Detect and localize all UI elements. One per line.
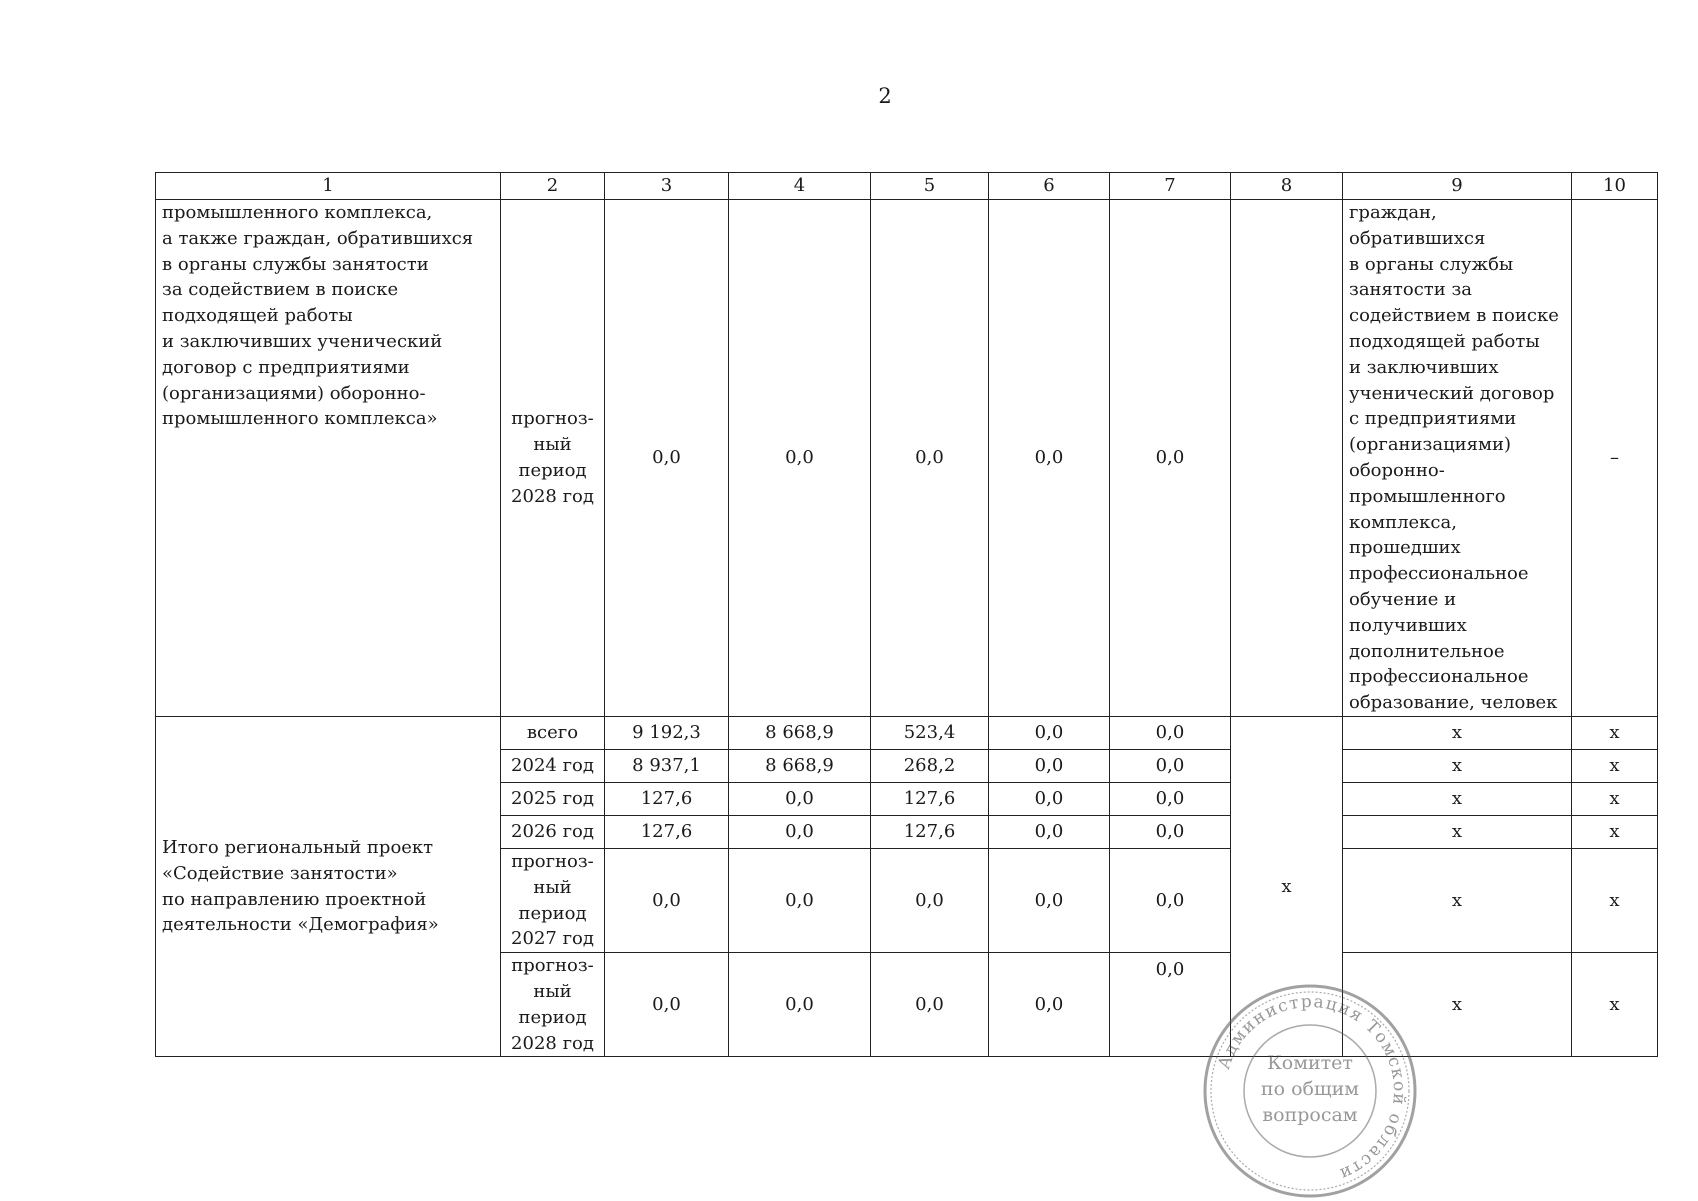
value-cell: 0,0 xyxy=(729,815,871,848)
period-cell: прогноз- ный период 2027 год xyxy=(501,848,605,952)
measure-name: промышленного комплекса, а также граждан, обратившихся в органы службы занятости за содействием в поиске подходящей работы и заключивших ученический договор с предприятиями (организациями) оборонно- промышленного комплекса» xyxy=(156,200,501,717)
value-cell: 523,4 xyxy=(871,716,989,749)
stamp-line: вопросам xyxy=(1262,1104,1358,1126)
x-cell: х xyxy=(1343,716,1572,749)
value-cell: 0,0 xyxy=(605,953,729,1057)
value-cell: 0,0 xyxy=(1110,848,1231,952)
x-cell: х xyxy=(1572,716,1658,749)
value-cell: 0,0 xyxy=(989,815,1110,848)
empty-cell xyxy=(1231,200,1343,717)
value-cell: 268,2 xyxy=(871,749,989,782)
value-cell: 0,0 xyxy=(605,200,729,717)
value-cell: 0,0 xyxy=(1110,782,1231,815)
period-cell: прогноз- ный период 2028 год xyxy=(501,200,605,717)
column-number: 1 xyxy=(156,173,501,200)
value-cell: 0,0 xyxy=(871,953,989,1057)
indicator-description: граждан, обратившихся в органы службы занятости за содействием в поиске подходящей работы и заключивших ученический договор с предприятиями (организациями) оборонно- промышленного комплекса, прошедших профессиональное обучение и получивших дополнительное профессиональное образование, человек xyxy=(1343,200,1572,717)
column-number: 10 xyxy=(1572,173,1658,200)
value-cell: 0,0 xyxy=(871,848,989,952)
value-cell: 0,0 xyxy=(1110,749,1231,782)
period-cell: 2024 год xyxy=(501,749,605,782)
x-cell: х xyxy=(1343,953,1572,1057)
x-cell: х xyxy=(1343,782,1572,815)
value-cell: 127,6 xyxy=(871,782,989,815)
column-number: 8 xyxy=(1231,173,1343,200)
value-cell: 127,6 xyxy=(605,782,729,815)
x-cell: х xyxy=(1572,749,1658,782)
period-cell: 2025 год xyxy=(501,782,605,815)
value-cell: 0,0 xyxy=(1110,815,1231,848)
column-number: 4 xyxy=(729,173,871,200)
column-number: 6 xyxy=(989,173,1110,200)
value-cell: 0,0 xyxy=(729,200,871,717)
page-number: 2 xyxy=(878,84,892,108)
column-number: 5 xyxy=(871,173,989,200)
value-cell: 0,0 xyxy=(729,953,871,1057)
value-cell: 0,0 xyxy=(605,848,729,952)
value-cell: 127,6 xyxy=(871,815,989,848)
x-cell: х xyxy=(1572,953,1658,1057)
value-cell: 8 668,9 xyxy=(729,749,871,782)
value-cell: 9 192,3 xyxy=(605,716,729,749)
value-cell: 0,0 xyxy=(989,848,1110,952)
stamp-line: Комитет xyxy=(1267,1052,1353,1074)
official-stamp xyxy=(1200,981,1420,1201)
column-number: 2 xyxy=(501,173,605,200)
budget-table xyxy=(155,172,1658,1057)
table-row xyxy=(156,200,1658,717)
value-cell: 0,0 xyxy=(1110,200,1231,717)
value-cell: 127,6 xyxy=(605,815,729,848)
x-cell: х xyxy=(1343,749,1572,782)
value-cell: 0,0 xyxy=(871,200,989,717)
period-cell: всего xyxy=(501,716,605,749)
x-cell: х xyxy=(1572,815,1658,848)
x-cell: х xyxy=(1572,848,1658,952)
dash-cell: – xyxy=(1572,200,1658,717)
column-number: 9 xyxy=(1343,173,1572,200)
value-cell: 0,0 xyxy=(989,200,1110,717)
x-cell: х xyxy=(1572,782,1658,815)
period-cell: прогноз- ный период 2028 год xyxy=(501,953,605,1057)
value-cell: 0,0 xyxy=(989,953,1110,1057)
value-cell: 8 937,1 xyxy=(605,749,729,782)
value-cell: 0,0 xyxy=(729,782,871,815)
value-cell: 8 668,9 xyxy=(729,716,871,749)
value-cell: 0,0 xyxy=(989,749,1110,782)
column-number-row xyxy=(156,173,1658,200)
total-label: Итого региональный проект «Содействие занятости» по направлению проектной деятельности «Демография» xyxy=(156,716,501,1056)
value-cell: 0,0 xyxy=(989,782,1110,815)
value-cell: 0,0 xyxy=(729,848,871,952)
x-cell: х xyxy=(1231,716,1343,1056)
value-cell: 0,0 xyxy=(1110,716,1231,749)
stamp-line: по общим xyxy=(1260,1078,1360,1100)
value-cell: 0,0 xyxy=(989,716,1110,749)
column-number: 3 xyxy=(605,173,729,200)
stamp-ring-text: Администрация Томской области xyxy=(1214,991,1410,1185)
x-cell: х xyxy=(1343,815,1572,848)
x-cell: х xyxy=(1343,848,1572,952)
period-cell: 2026 год xyxy=(501,815,605,848)
value-cell: 0,0 xyxy=(1110,953,1231,1057)
column-number: 7 xyxy=(1110,173,1231,200)
table-row xyxy=(156,716,1658,749)
